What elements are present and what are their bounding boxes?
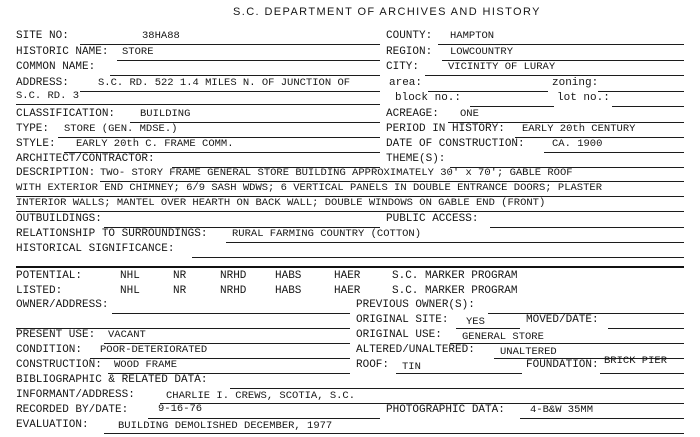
- roof-value: TIN: [402, 361, 421, 373]
- foundation-line: [600, 373, 684, 374]
- description-line-3: [16, 211, 684, 212]
- evaluation-label: EVALUATION:: [16, 419, 89, 431]
- county-value: HAMPTON: [450, 30, 495, 42]
- county-line: [438, 44, 684, 45]
- public-access-label: PUBLIC ACCESS:: [386, 213, 479, 225]
- zoning-line: [598, 91, 684, 92]
- construction-value: WOOD FRAME: [114, 359, 178, 371]
- listed-sc-marker: S.C. MARKER PROGRAM: [392, 285, 518, 297]
- address-value-line2: S.C. RD. 3: [16, 90, 80, 102]
- altered-label: ALTERED/UNALTERED:: [356, 344, 475, 356]
- address-label: ADDRESS:: [16, 77, 69, 89]
- owner-address-label: OWNER/ADDRESS:: [16, 299, 109, 311]
- roof-label: ROOF:: [356, 359, 390, 371]
- present-use-value: VACANT: [108, 329, 146, 341]
- site-no-line: [80, 44, 380, 45]
- bibliographic-line: [230, 388, 684, 389]
- description-value-line1: TWO- STORY FRAME GENERAL STORE BUILDING APPROXIMATELY 30' x 70'; GABLE ROOF: [100, 167, 573, 179]
- potential-nr: NR: [173, 270, 187, 282]
- period-value: EARLY 20th CENTURY: [522, 123, 636, 135]
- form-title: S.C. DEPARTMENT OF ARCHIVES AND HISTORY: [233, 6, 541, 18]
- historic-name-line: [117, 60, 380, 61]
- region-value: LOWCOUNTRY: [450, 46, 514, 58]
- photographic-label: PHOTOGRAPHIC DATA:: [386, 404, 505, 416]
- previous-owners-label: PREVIOUS OWNER(S):: [356, 299, 475, 311]
- region-label: REGION:: [386, 46, 433, 58]
- evaluation-line: [104, 433, 684, 434]
- original-use-label: ORIGINAL USE:: [356, 329, 442, 341]
- lot-no-label: lot no.:: [557, 92, 610, 104]
- county-label: COUNTY:: [386, 30, 433, 42]
- informant-label: INFORMANT/ADDRESS:: [16, 389, 135, 401]
- public-access-line: [490, 227, 684, 228]
- moved-date-line: [608, 328, 684, 329]
- architect-label: ARCHITECT/CONTRACTOR:: [16, 153, 155, 165]
- historical-significance-line: [192, 257, 684, 258]
- informant-value: CHARLIE I. CREWS, SCOTIA, S.C.: [166, 390, 356, 402]
- listed-nhl: NHL: [120, 285, 140, 297]
- photographic-value: 4-B&W 35MM: [530, 404, 594, 416]
- listed-haer: HAER: [334, 285, 361, 297]
- lot-no-line: [612, 106, 684, 107]
- zoning-label: zoning:: [552, 77, 599, 89]
- theme-label: THEME(S):: [386, 153, 446, 165]
- description-label: DESCRIPTION:: [16, 167, 96, 179]
- foundation-value: BRICK PIER: [604, 355, 668, 367]
- period-label: PERIOD IN HISTORY:: [386, 123, 505, 135]
- acreage-value: ONE: [460, 108, 479, 120]
- address-line-2: [16, 104, 380, 105]
- common-name-label: COMMON NAME:: [16, 61, 96, 73]
- potential-haer: HAER: [334, 270, 361, 282]
- potential-sc-marker: S.C. MARKER PROGRAM: [392, 270, 518, 282]
- type-label: TYPE:: [16, 123, 50, 135]
- potential-label: POTENTIAL:: [16, 270, 83, 282]
- listed-nr: NR: [173, 285, 187, 297]
- site-no-label: SITE NO:: [16, 30, 69, 42]
- style-value: EARLY 20th C. FRAME COMM.: [76, 138, 234, 150]
- historic-name-label: HISTORIC NAME:: [16, 46, 109, 58]
- relationship-value: RURAL FARMING COUNTRY (COTTON): [232, 228, 422, 240]
- potential-nrhd: NRHD: [220, 270, 247, 282]
- date-construction-value: CA. 1900: [552, 138, 603, 150]
- city-line: [425, 75, 684, 76]
- condition-label: CONDITION:: [16, 344, 83, 356]
- section-divider: [16, 266, 684, 268]
- block-no-line: [470, 106, 554, 107]
- original-site-label: ORIGINAL SITE:: [356, 314, 449, 326]
- classification-value: BUILDING: [140, 108, 191, 120]
- listed-nrhd: NRHD: [220, 285, 247, 297]
- construction-label: CONSTRUCTION:: [16, 359, 102, 371]
- style-label: STYLE:: [16, 138, 56, 150]
- original-use-line: [450, 343, 684, 344]
- historic-name-value: STORE: [122, 46, 154, 58]
- potential-habs: HABS: [275, 270, 302, 282]
- block-no-label: block no.:: [395, 92, 462, 104]
- photographic-line: [520, 418, 684, 419]
- historical-significance-label: HISTORICAL SIGNIFICANCE:: [16, 243, 175, 255]
- common-name-line: [110, 75, 380, 76]
- city-label: CITY:: [386, 61, 420, 73]
- classification-label: CLASSIFICATION:: [16, 108, 116, 120]
- potential-nhl: NHL: [120, 270, 140, 282]
- recorded-by-label: RECORDED BY/DATE:: [16, 404, 129, 416]
- recorded-by-line: [148, 418, 380, 419]
- listed-label: LISTED:: [16, 285, 63, 297]
- roof-line: [396, 373, 522, 374]
- evaluation-value: BUILDING DEMOLISHED DECEMBER, 1977: [118, 420, 333, 432]
- bibliographic-label: BIBLIOGRAPHIC & RELATED DATA:: [16, 374, 208, 386]
- address-value-line1: S.C. RD. 522 1.4 MILES N. OF JUNCTION OF: [98, 77, 351, 89]
- area-label: area:: [389, 77, 423, 89]
- foundation-label: FOUNDATION:: [526, 359, 599, 371]
- description-value-line3: INTERIOR WALLS; MANTEL OVER HEARTH ON BACK WALL; DOUBLE WINDOWS ON GABLE END (FRONT): [16, 197, 546, 209]
- original-site-value: YES: [466, 316, 485, 328]
- type-value: STORE (GEN. MDSE.): [64, 123, 178, 135]
- relationship-label: RELATIONSHIP TO SURROUNDINGS:: [16, 228, 208, 240]
- relationship-line: [226, 242, 684, 243]
- owner-address-line: [112, 313, 350, 314]
- moved-date-label: MOVED/DATE:: [526, 314, 599, 326]
- outbuildings-label: OUTBUILDINGS:: [16, 213, 102, 225]
- city-value: VICINITY OF LURAY: [448, 61, 556, 73]
- date-construction-line: [544, 152, 684, 153]
- site-no-value: 38HA88: [142, 30, 180, 42]
- altered-value: UNALTERED: [500, 346, 557, 358]
- original-site-line: [456, 328, 520, 329]
- listed-habs: HABS: [275, 285, 302, 297]
- date-construction-label: DATE OF CONSTRUCTION:: [386, 138, 525, 150]
- acreage-label: ACREAGE:: [386, 108, 439, 120]
- present-use-label: PRESENT USE:: [16, 329, 96, 341]
- recorded-by-value: 9-16-76: [158, 403, 203, 415]
- description-value-line2: WITH EXTERIOR END CHIMNEY; 6/9 SASH WDWS; 6 VERTICAL PANELS IN DOUBLE ENTRANCE DOORS; PLASTER: [16, 182, 602, 194]
- original-use-value: GENERAL STORE: [462, 331, 544, 343]
- address-line: [80, 91, 380, 92]
- condition-value: POOR-DETERIORATED: [100, 344, 208, 356]
